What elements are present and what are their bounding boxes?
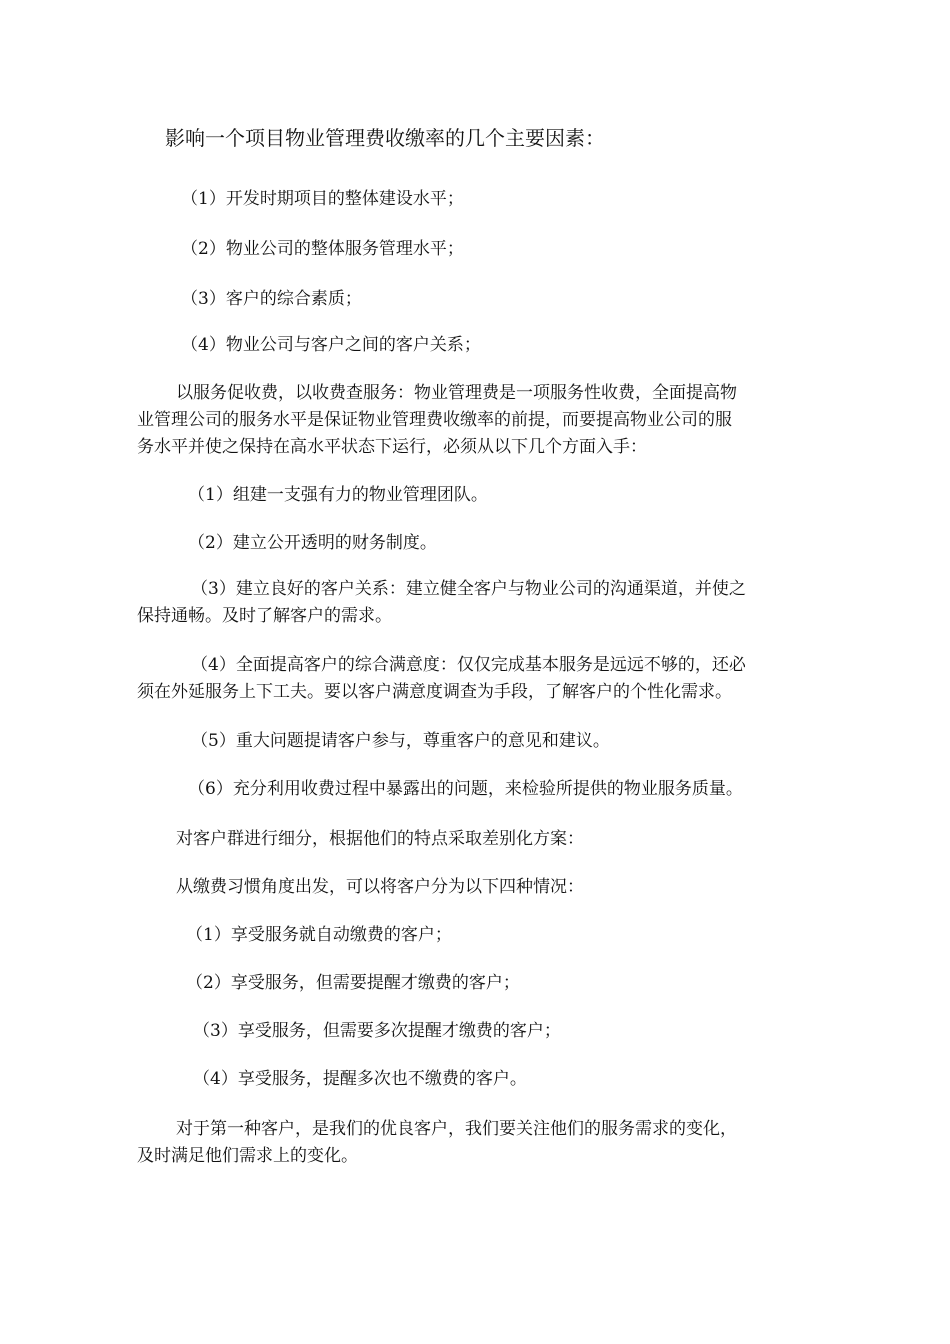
intro-paragraph-line-3: 务水平并使之保持在高水平状态下运行，必须从以下几个方面入手： xyxy=(137,437,647,457)
measure-item-3-line-2: 保持通畅。及时了解客户的需求。 xyxy=(137,606,392,626)
factor-item-1: （1）开发时期项目的整体建设水平； xyxy=(181,189,464,209)
customer-type-2: （2）享受服务，但需要提醒才缴费的客户； xyxy=(186,973,520,993)
intro-paragraph-line-1: 以服务促收费，以收费查服务：物业管理费是一项服务性收费，全面提高物 xyxy=(176,383,737,403)
measure-item-5: （5）重大问题提请客户参与，尊重客户的意见和建议。 xyxy=(191,731,610,751)
factor-item-3: （3）客户的综合素质； xyxy=(181,289,362,309)
habit-intro-paragraph: 从缴费习惯角度出发，可以将客户分为以下四种情况： xyxy=(176,877,584,897)
page-title: 影响一个项目物业管理费收缴率的几个主要因素： xyxy=(165,126,605,150)
intro-paragraph-line-2: 业管理公司的服务水平是保证物业管理费收缴率的前提，而要提高物业公司的服 xyxy=(137,410,732,430)
measure-item-2: （2）建立公开透明的财务制度。 xyxy=(188,533,437,553)
measure-item-4-line-2: 须在外延服务上下工夫。要以客户满意度调查为手段，了解客户的个性化需求。 xyxy=(137,682,732,702)
measure-item-3-line-1: （3）建立良好的客户关系：建立健全客户与物业公司的沟通渠道，并使之 xyxy=(191,579,746,599)
factor-item-4: （4）物业公司与客户之间的客户关系； xyxy=(181,335,481,355)
measure-item-6: （6）充分利用收费过程中暴露出的问题，来检验所提供的物业服务质量。 xyxy=(188,779,743,799)
conclusion-paragraph-line-1: 对于第一种客户，是我们的优良客户，我们要关注他们的服务需求的变化， xyxy=(176,1119,737,1139)
customer-type-4: （4）享受服务，提醒多次也不缴费的客户。 xyxy=(193,1069,527,1089)
customer-type-1: （1）享受服务就自动缴费的客户； xyxy=(186,925,452,945)
measure-item-4-line-1: （4）全面提高客户的综合满意度：仅仅完成基本服务是远远不够的，还必 xyxy=(191,655,746,675)
conclusion-paragraph-line-2: 及时满足他们需求上的变化。 xyxy=(137,1146,358,1166)
customer-type-3: （3）享受服务，但需要多次提醒才缴费的客户； xyxy=(193,1021,561,1041)
segment-intro-paragraph: 对客户群进行细分，根据他们的特点采取差别化方案： xyxy=(176,829,584,849)
factor-item-2: （2）物业公司的整体服务管理水平； xyxy=(181,239,464,259)
measure-item-1: （1）组建一支强有力的物业管理团队。 xyxy=(188,485,488,505)
